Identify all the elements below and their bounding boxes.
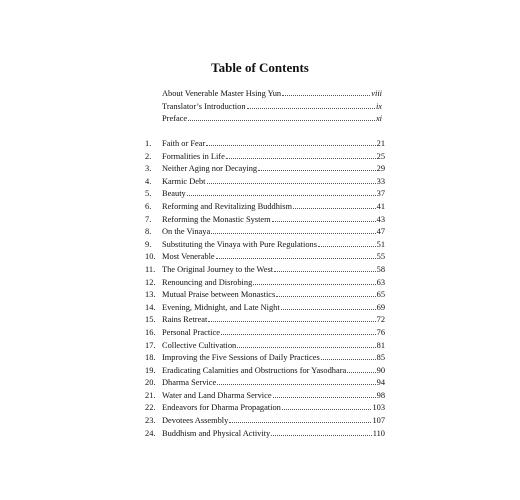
entry-page: 103 bbox=[372, 403, 385, 413]
toc-entry bbox=[162, 88, 382, 101]
entry-label: Evening, Midnight, and Late Night bbox=[162, 302, 280, 312]
entry-number: 6. bbox=[145, 201, 152, 211]
toc-entry bbox=[145, 188, 385, 201]
toc-entry bbox=[145, 289, 385, 302]
entry-label: Translator’s Introduction bbox=[162, 101, 246, 111]
entry-label: Personal Practice bbox=[162, 327, 220, 337]
entry-number: 13. bbox=[145, 290, 156, 300]
entry-page: 43 bbox=[376, 214, 385, 224]
toc-entry bbox=[162, 113, 382, 126]
entry-label: Rains Retreat bbox=[162, 315, 208, 325]
entry-label: Most Venerable bbox=[162, 252, 215, 262]
entry-page: 76 bbox=[376, 327, 385, 337]
dot-leader bbox=[318, 239, 376, 247]
entry-page: 94 bbox=[376, 378, 385, 388]
dot-leader bbox=[274, 264, 376, 272]
dot-leader bbox=[272, 214, 376, 222]
dot-leader bbox=[282, 402, 372, 410]
dot-leader bbox=[321, 352, 376, 360]
entry-page: 81 bbox=[376, 340, 385, 350]
entry-page: 65 bbox=[376, 290, 385, 300]
dot-leader bbox=[187, 188, 376, 196]
dot-leader bbox=[258, 163, 376, 171]
entry-label: Faith or Fear bbox=[162, 139, 206, 148]
dot-leader bbox=[211, 226, 375, 234]
entry-number: 19. bbox=[145, 365, 156, 375]
entry-number: 18. bbox=[145, 353, 156, 363]
dot-leader bbox=[273, 390, 376, 398]
entry-page: 33 bbox=[376, 176, 385, 186]
entry-label: Water and Land Dharma Service bbox=[162, 390, 272, 400]
entry-page: 110 bbox=[372, 428, 385, 438]
page-title: Table of Contents bbox=[211, 60, 309, 75]
dot-leader bbox=[206, 138, 375, 146]
entry-label: On the Vinaya bbox=[162, 227, 211, 237]
toc-entry bbox=[145, 314, 385, 327]
entry-number: 10. bbox=[145, 252, 156, 262]
toc-entry bbox=[145, 214, 385, 227]
entry-number: 23. bbox=[145, 416, 156, 426]
toc-entry bbox=[145, 163, 385, 176]
entry-label: Karmic Debt bbox=[162, 176, 206, 186]
chapter-list bbox=[145, 138, 385, 440]
entry-label: Renouncing and Disrobing bbox=[162, 277, 253, 287]
entry-number: 24. bbox=[145, 428, 156, 438]
dot-leader bbox=[276, 289, 375, 297]
toc-entry bbox=[145, 377, 385, 390]
entry-label: Dharma Service bbox=[162, 378, 217, 388]
entry-number: 11. bbox=[145, 264, 156, 274]
entry-number: 1. bbox=[145, 139, 152, 148]
entry-page: xi bbox=[375, 114, 382, 124]
entry-number: 20. bbox=[145, 378, 156, 388]
toc-entry bbox=[145, 352, 385, 365]
entry-number: 16. bbox=[145, 327, 156, 337]
toc-entry bbox=[145, 138, 385, 151]
entry-page: 107 bbox=[372, 416, 385, 426]
dot-leader bbox=[293, 201, 376, 209]
dot-leader bbox=[188, 113, 375, 121]
entry-number: 7. bbox=[145, 214, 152, 224]
dot-leader bbox=[221, 327, 376, 335]
toc-entry bbox=[145, 151, 385, 164]
entry-page: 51 bbox=[376, 239, 385, 249]
entry-number: 4. bbox=[145, 176, 152, 186]
entry-number: 14. bbox=[145, 302, 156, 312]
entry-page: 63 bbox=[376, 277, 385, 287]
entry-number: 2. bbox=[145, 151, 152, 161]
entry-page: 21 bbox=[376, 139, 385, 148]
entry-label: Preface bbox=[162, 114, 188, 124]
toc-entry bbox=[145, 340, 385, 353]
toc-entry bbox=[145, 264, 385, 277]
entry-page: 25 bbox=[376, 151, 385, 161]
entry-number: 15. bbox=[145, 315, 156, 325]
entry-label: About Venerable Master Hsing Yun bbox=[162, 89, 282, 98]
toc-entry bbox=[145, 415, 385, 428]
entry-number: 12. bbox=[145, 277, 156, 287]
entry-label: Neither Aging nor Decaying bbox=[162, 164, 258, 174]
dot-leader bbox=[347, 365, 375, 373]
entry-page: 41 bbox=[376, 201, 385, 211]
dot-leader bbox=[282, 88, 370, 96]
entry-number: 3. bbox=[145, 164, 152, 174]
dot-leader bbox=[271, 428, 372, 436]
front-matter-list bbox=[162, 88, 382, 126]
entry-number: 21. bbox=[145, 390, 156, 400]
entry-page: 69 bbox=[376, 302, 385, 312]
toc-entry bbox=[145, 365, 385, 378]
entry-number: 17. bbox=[145, 340, 156, 350]
dot-leader bbox=[226, 151, 376, 159]
dot-leader bbox=[216, 251, 376, 259]
entry-page: 58 bbox=[376, 264, 385, 274]
entry-page: 72 bbox=[376, 315, 385, 325]
entry-page: 55 bbox=[376, 252, 385, 262]
entry-label: Devotees Assembly bbox=[162, 416, 229, 426]
entry-page: viii bbox=[371, 89, 382, 98]
toc-entry bbox=[145, 251, 385, 264]
entry-page: 98 bbox=[376, 390, 385, 400]
dot-leader bbox=[229, 415, 371, 423]
dot-leader bbox=[207, 176, 376, 184]
dot-leader bbox=[217, 377, 375, 385]
entry-label: Reforming and Revitalizing Buddhism bbox=[162, 201, 293, 211]
entry-label: Substituting the Vinaya with Pure Regulations bbox=[162, 239, 317, 249]
entry-number: 5. bbox=[145, 189, 152, 199]
toc-entry bbox=[145, 390, 385, 403]
entry-label: Formalities in Life bbox=[162, 151, 225, 161]
dot-leader bbox=[253, 277, 375, 285]
entry-label: Endeavors for Dharma Propagation bbox=[162, 403, 281, 413]
entry-page: 47 bbox=[376, 227, 385, 237]
toc-entry bbox=[145, 428, 385, 441]
dot-leader bbox=[208, 314, 375, 322]
toc-entry bbox=[145, 327, 385, 340]
entry-page: 29 bbox=[376, 164, 385, 174]
toc-entry bbox=[145, 201, 385, 214]
entry-label: Eradicating Calamities and Obstructions for Yasodhara bbox=[162, 365, 347, 375]
toc-entry bbox=[145, 402, 385, 415]
entry-label: The Original Journey to the West bbox=[162, 264, 274, 274]
entry-page: 85 bbox=[376, 353, 385, 363]
entry-label: Collective Cultivation bbox=[162, 340, 237, 350]
toc-entry bbox=[145, 302, 385, 315]
entry-page: ix bbox=[375, 101, 382, 111]
toc-entry bbox=[145, 226, 385, 239]
entry-label: Reforming the Monastic System bbox=[162, 214, 271, 224]
toc-entry bbox=[145, 277, 385, 290]
toc-entry bbox=[145, 176, 385, 189]
entry-number: 8. bbox=[145, 227, 152, 237]
entry-label: Beauty bbox=[162, 189, 186, 199]
entry-number: 9. bbox=[145, 239, 152, 249]
entry-number: 22. bbox=[145, 403, 156, 413]
entry-label: Mutual Praise between Monastics bbox=[162, 290, 276, 300]
entry-label: Buddhism and Physical Activity bbox=[162, 428, 271, 438]
toc-entry bbox=[162, 101, 382, 114]
dot-leader bbox=[281, 302, 376, 310]
toc-entry bbox=[145, 239, 385, 252]
dot-leader bbox=[237, 340, 375, 348]
entry-page: 90 bbox=[376, 365, 385, 375]
entry-page: 37 bbox=[376, 189, 385, 199]
dot-leader bbox=[247, 101, 375, 109]
entry-label: Improving the Five Sessions of Daily Practices bbox=[162, 353, 320, 363]
